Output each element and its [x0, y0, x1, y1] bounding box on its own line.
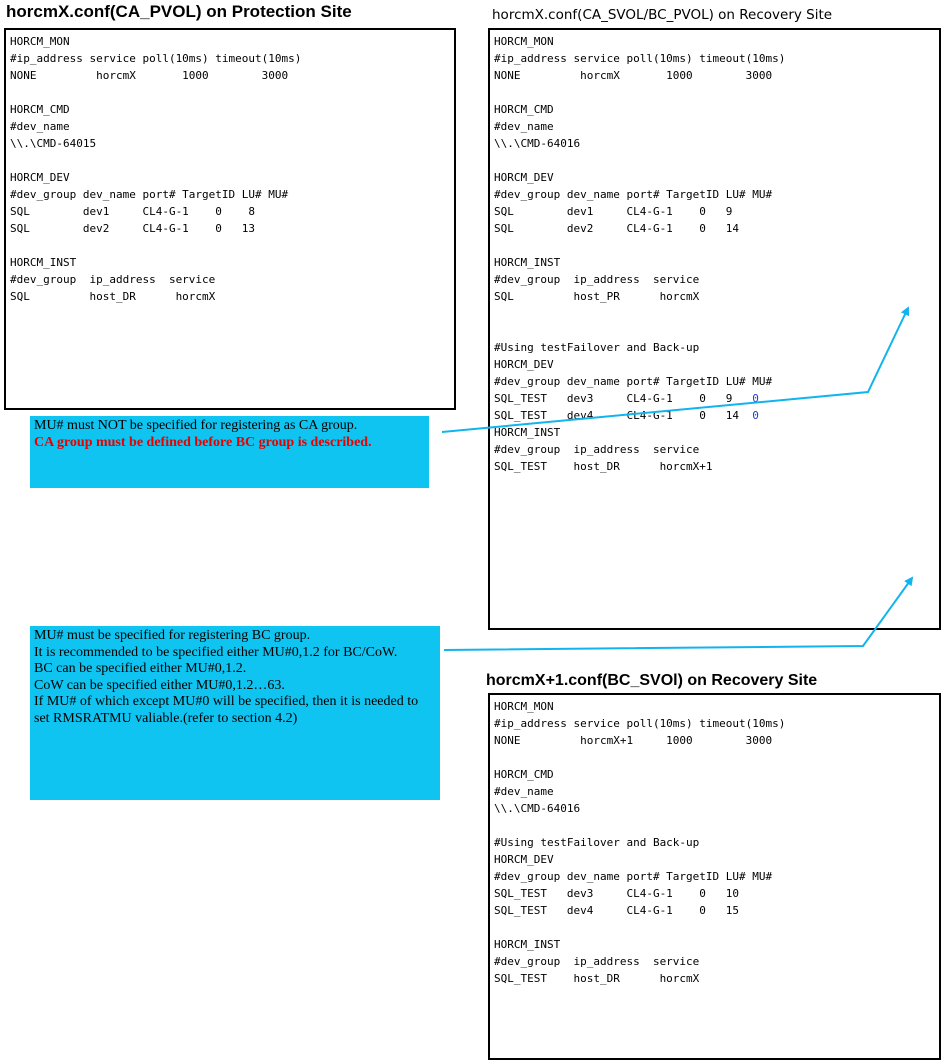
- recovery-config-head: HORCM_MON #ip_address service poll(10ms) timeout(10ms) NONE horcmX 1000 3000 HORCM_CMD #dev_name \\.\CMD-64016 HORCM_DEV #dev_group dev_name port# TargetID LU# MU# SQL dev1 CL4-G-1 0 9 SQL dev2 CL4-G-1 0 14 HORCM_INST #dev_group ip_address service SQL host_PR horcmX #Using testFailover and Back-up HORCM_DEV #dev_group dev_name port# TargetID LU# MU#: [494, 35, 786, 388]
- ca-note-arrow: [442, 308, 908, 432]
- bc-note-line-2: It is recommended to be specified either MU#0,1.2 for BC/CoW.: [34, 644, 398, 660]
- recovery-site-title: horcmX.conf(CA_SVOL/BC_PVOL) on Recovery Site: [492, 7, 833, 23]
- mu-value-1: 0: [752, 392, 759, 405]
- protection-site-title: horcmX.conf(CA_PVOL) on Protection Site: [6, 2, 352, 21]
- bc-note-line-1: MU# must be specified for registering BC group.: [34, 628, 311, 643]
- bc-note-line-4: CoW can be specified either MU#0,1.2…63.: [34, 677, 285, 693]
- bc-note-line-5: If MU# of which except MU#0 will be specified, then it is needed to set RMSRATMU valiable.(refer to section 4.2): [34, 694, 419, 726]
- recovery-test-row-2: SQL_TEST dev4 CL4-G-1 0 14 0: [494, 409, 759, 422]
- ca-note-text: MU# must NOT be specified for registering as CA group.: [34, 418, 358, 433]
- bc-svol-title: horcmX+1.conf(BC_SVOl) on Recovery Site: [486, 672, 818, 689]
- bc-note-arrow: [444, 578, 912, 650]
- ca-note-warning: CA group must be defined before BC group is described.: [34, 434, 372, 450]
- recovery-test-row-1: SQL_TEST dev3 CL4-G-1 0 9 0: [494, 392, 759, 405]
- bc-svol-config-text: HORCM_MON #ip_address service poll(10ms) timeout(10ms) NONE horcmX+1 1000 3000 HORCM_CMD #dev_name \\.\CMD-64016 #Using testFailover and Back-up HORCM_DEV #dev_group dev_name port# TargetID LU# MU# SQL_TEST dev3 CL4-G-1 0 10 SQL_TEST dev4 CL4-G-1 0 15 HORCM_INST #dev_group ip_address service SQL_TEST host_DR horcmX: [494, 700, 786, 985]
- mu-value-2: 0: [752, 409, 759, 422]
- bc-note-line-3: BC can be specified either MU#0,1.2.: [34, 661, 247, 676]
- protection-config-text: HORCM_MON #ip_address service poll(10ms) timeout(10ms) NONE horcmX 1000 3000 HORCM_CMD #dev_name \\.\CMD-64015 HORCM_DEV #dev_group dev_name port# TargetID LU# MU# SQL dev1 CL4-G-1 0 8 SQL dev2 CL4-G-1 0 13 HORCM_INST #dev_group ip_address service SQL host_DR horcmX: [10, 35, 302, 303]
- recovery-config-tail: HORCM_INST #dev_group ip_address service SQL_TEST host_DR horcmX+1: [494, 426, 713, 473]
